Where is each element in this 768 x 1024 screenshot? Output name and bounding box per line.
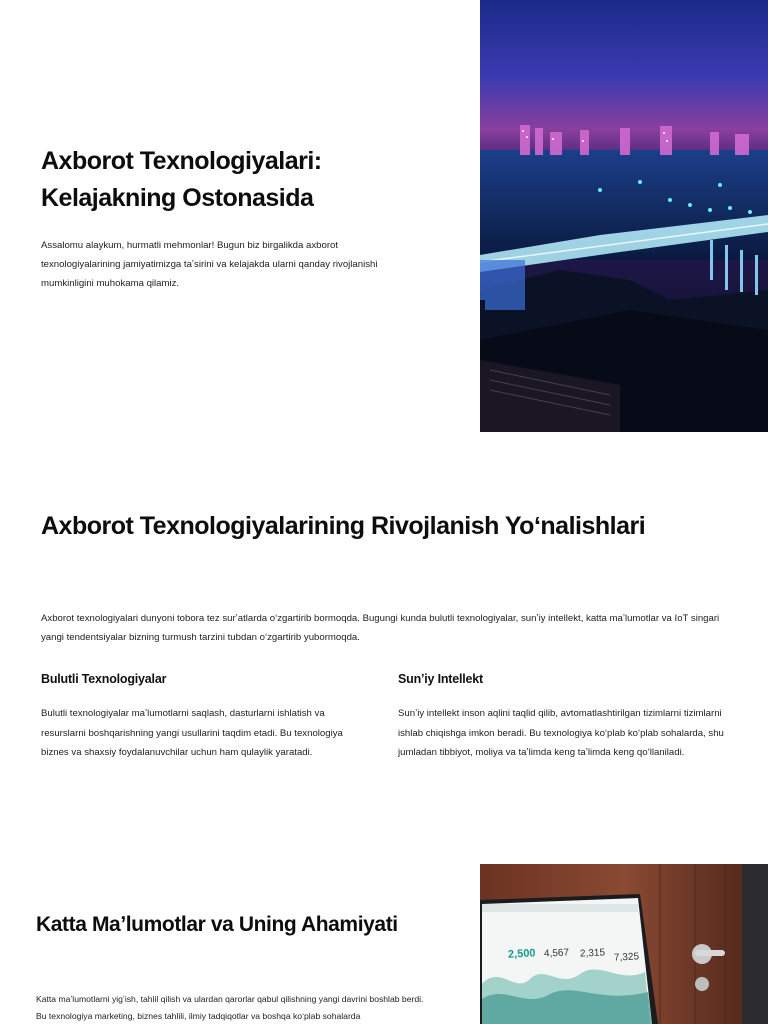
section-title: Katta Maʼlumotlar va Uning Ahamiyati	[36, 913, 398, 936]
artificial-intelligence-column	[398, 670, 728, 763]
hero-paragraph: Assalomu alaykum, hurmatli mehmonlar! Bugun biz birgalikda axborot texnologiyalarining jamiyatimizga taʼsirini va kelajakda ularni qanday rivojlanishi mumkinligini muhokama qilamiz.	[41, 240, 378, 289]
column-text: Bulutli texnologiyalar maʼlumotlarni saqlash, dasturlarni ishlatish va resurslarni boshqarishning yangi usullarini taqdim etadi. Bu texnologiya biznes va shaxsiy foydalanuvchilar uchun ham qulaylik yaratadi.	[41, 708, 343, 758]
hero-title	[41, 143, 441, 217]
cloud-technologies-column	[41, 670, 371, 763]
dashboard-value: 4,567	[543, 947, 570, 960]
dashboard-value: 2,500	[507, 947, 536, 961]
column-text: Sunʼiy intellekt inson aqlini taqlid qilib, avtomatlashtirilgan tizimlarni tizimlarni ishlab chiqishga imkon beradi. Bu texnologiya koʻplab koʻplab sohalarda, shu jumladan tibbiyot, moliya va taʼlimda keng taʼlimda keng qoʻllaniladi.	[398, 708, 724, 758]
section-intro: Axborot texnologiyalari dunyoni tobora tez surʼatlarda oʻzgartirib bormoqda. Bugungi kunda bulutli texnologiyalar, sunʼiy intellekt, katta maʼlumotlar va IoT singari yangi tendentsiyalar bizning turmush tarzini tubdan oʻzgartirib yubormoqda.	[41, 613, 720, 643]
section-title: Axborot Texnologiyalarining Rivojlanish Yoʻnalishlari	[41, 512, 646, 540]
column-heading: Bulutli Texnologiyalar	[41, 672, 167, 686]
dashboard-value: 2,315	[579, 947, 606, 960]
laptop-analytics-image	[480, 864, 768, 1024]
hero-title-line-2: Kelajakning Ostonasida	[41, 184, 314, 212]
column-heading: Sunʼiy Intellekt	[398, 672, 484, 686]
hero-title-line-1: Axborot Texnologiyalari:	[41, 147, 322, 175]
section-text: Katta maʼlumotlarni yigʼish, tahlil qilish va ulardan qarorlar qabul qilishning yangi davrini boshlab berdi. Bu texnologiya marketing, biznes tahlili, ilmiy tadqiqotlar va boshqa koʻplab sohalarda	[36, 994, 424, 1021]
dashboard-value: 7,325	[613, 951, 640, 964]
city-night-skyline-image	[480, 0, 768, 432]
hero-section	[0, 0, 768, 432]
